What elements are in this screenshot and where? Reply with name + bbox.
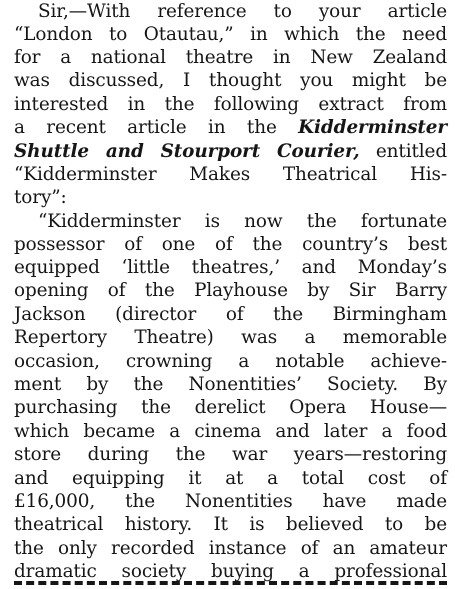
text-line bbox=[14, 140, 447, 164]
text-line: the only recorded instance of an amateur bbox=[14, 538, 447, 559]
text-line: was discussed, I thought you might be bbox=[14, 70, 447, 91]
text-line: theatrical history. It is believed to be bbox=[14, 514, 447, 535]
publication-name: Kidderminster bbox=[298, 117, 447, 138]
text-line: tory”: bbox=[14, 187, 67, 208]
text-line: “London to Otautau,” in which the need bbox=[14, 24, 447, 45]
publication-name: Shuttle and Stourport Courier, bbox=[14, 141, 360, 162]
text-line: which became a cinema and later a food bbox=[14, 421, 447, 442]
text-line: equipped ‘little theatres,’ and Monday’s bbox=[14, 257, 447, 278]
text-line: interested in the following extract from bbox=[14, 94, 447, 115]
text-line: occasion, crowning a notable achieve- bbox=[14, 351, 447, 372]
column-rule bbox=[14, 581, 447, 585]
text-line: possessor of one of the country’s best bbox=[14, 234, 447, 255]
text-line: ment by the Nonentities’ Society. By bbox=[14, 374, 447, 395]
text-line: purchasing the derelict Opera House— bbox=[14, 397, 447, 418]
text-run: a recent article in the bbox=[14, 117, 299, 138]
text-line: and equipping it at a total cost of bbox=[14, 468, 447, 489]
text-line: “Kidderminster Makes Theatrical His- bbox=[14, 164, 447, 185]
text-line: dramatic society buying a professional bbox=[14, 561, 447, 582]
text-line: for a national theatre in New Zealand bbox=[14, 47, 447, 68]
text-line: Repertory Theatre) was a memorable bbox=[14, 327, 447, 348]
text-line: £16,000, the Nonentities have made bbox=[14, 491, 447, 512]
text-run: entitled bbox=[359, 141, 447, 162]
text-line: Jackson (director of the Birmingham bbox=[14, 304, 447, 325]
text-line: store during the war years—restoring bbox=[14, 444, 447, 465]
text-line: opening of the Playhouse by Sir Barry bbox=[14, 280, 447, 301]
text-line bbox=[14, 116, 447, 140]
text-line: “Kidderminster is now the fortunate bbox=[38, 211, 447, 232]
text-line: Sir,—With reference to your article bbox=[38, 1, 447, 22]
